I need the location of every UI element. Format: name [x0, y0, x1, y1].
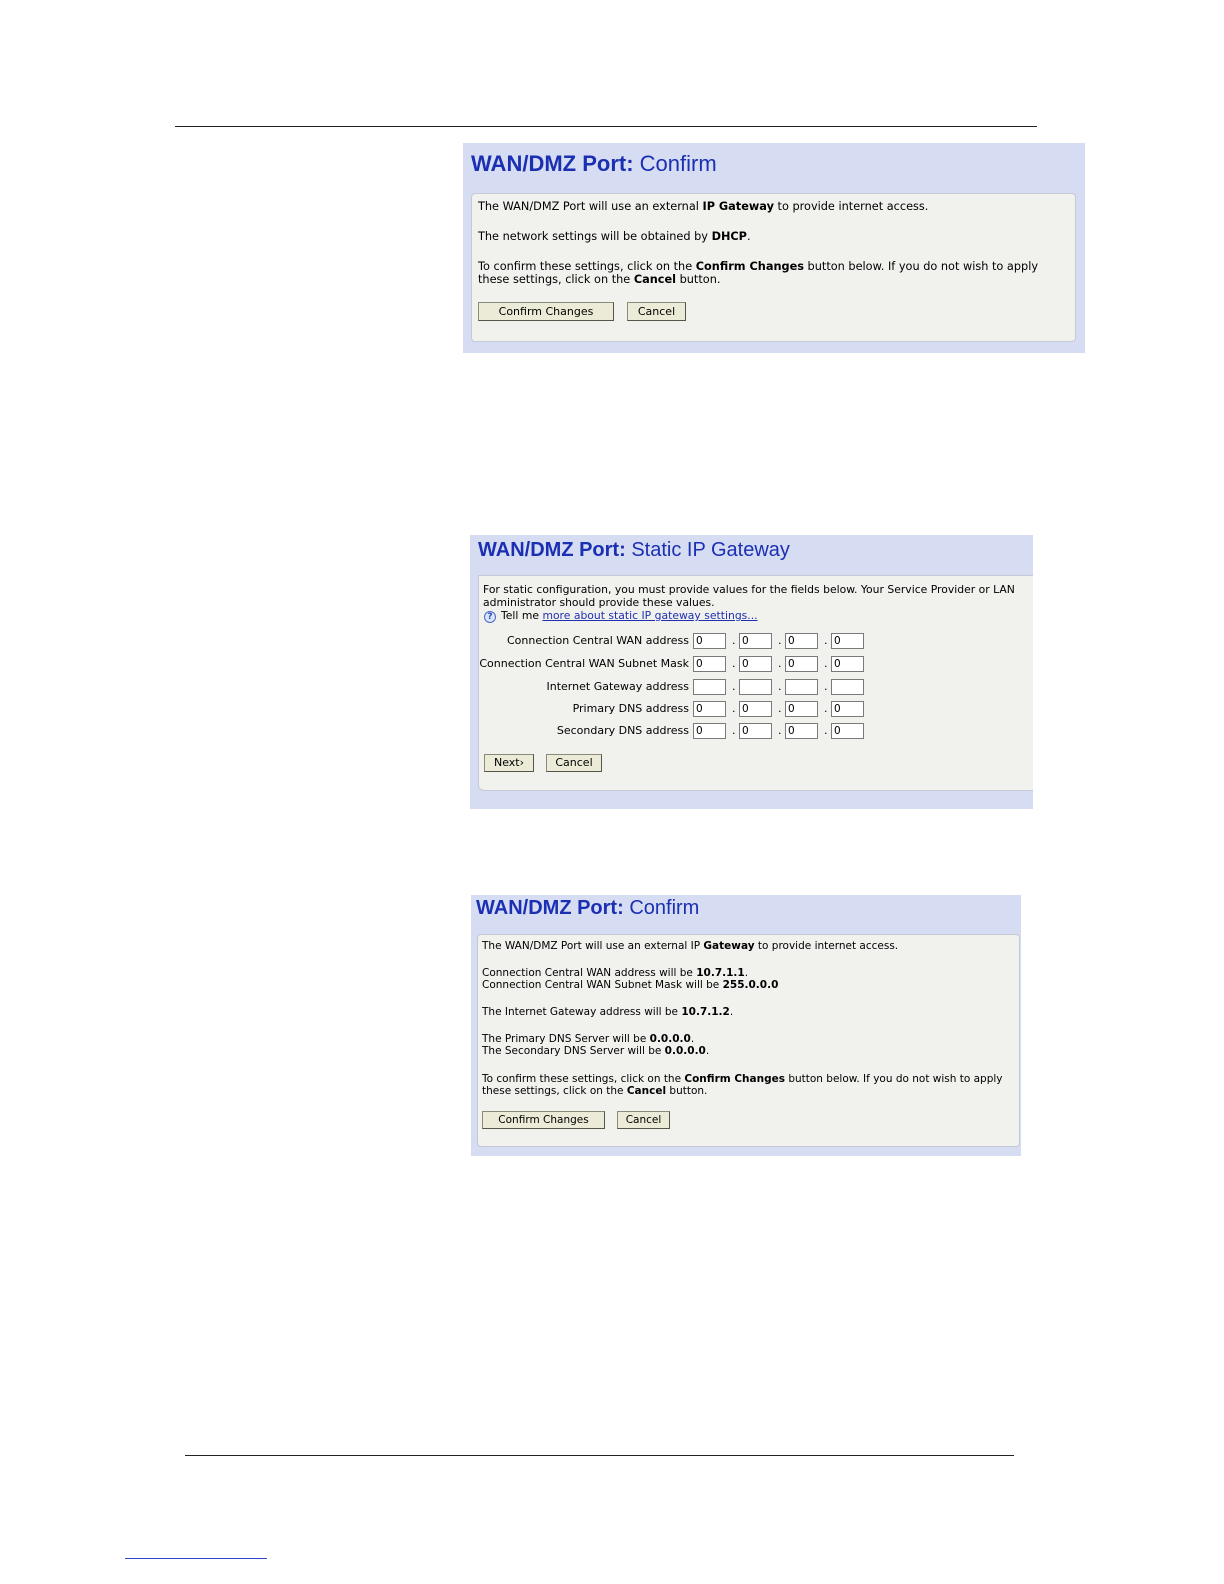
primary-dns-summary: The Primary DNS Server will be 0.0.0.0. — [482, 1033, 695, 1045]
octet-input[interactable]: 0 — [693, 723, 726, 739]
octet-input[interactable]: 0 — [785, 701, 818, 717]
octet-input[interactable]: 0 — [831, 701, 864, 717]
panel-title: WAN/DMZ Port: Confirm — [471, 151, 717, 176]
help-line: Tell me more about static IP gateway settings... — [501, 609, 758, 622]
octet-input[interactable]: 0 — [785, 633, 818, 649]
octet-input[interactable]: 0 — [693, 701, 726, 717]
intro-text-line2: administrator should provide these values. — [483, 596, 715, 609]
confirm-instructions: To confirm these settings, click on the Confirm Changes button below. If you do not wish to apply — [482, 1073, 1003, 1085]
confirm-changes-button[interactable]: Confirm Changes — [482, 1111, 605, 1129]
cancel-button[interactable]: Cancel — [546, 754, 602, 772]
octet-input[interactable] — [693, 679, 726, 695]
field-label: Internet Gateway address — [546, 680, 689, 693]
header-rule — [175, 126, 1037, 127]
octet-input[interactable]: 0 — [785, 723, 818, 739]
octet-separator: . — [778, 702, 782, 715]
octet-separator: . — [824, 702, 828, 715]
octet-input[interactable]: 0 — [693, 656, 726, 672]
secondary-dns-summary: The Secondary DNS Server will be 0.0.0.0. — [482, 1045, 710, 1057]
cancel-instructions: these settings, click on the Cancel button. — [478, 273, 721, 286]
cancel-instructions: these settings, click on the Cancel button. — [482, 1085, 708, 1097]
octet-separator: . — [732, 680, 736, 693]
confirm-dhcp-body — [471, 193, 1076, 342]
subnet-mask-row — [479, 655, 879, 673]
octet-separator: . — [732, 702, 736, 715]
octet-input[interactable]: 0 — [739, 633, 772, 649]
octet-separator: . — [778, 724, 782, 737]
secondary-dns-row — [479, 722, 879, 740]
wan-address-row — [479, 632, 879, 650]
cancel-button[interactable]: Cancel — [627, 302, 686, 321]
octet-input[interactable]: 0 — [831, 723, 864, 739]
octet-separator: . — [778, 634, 782, 647]
octet-separator: . — [732, 634, 736, 647]
field-label: Connection Central WAN address — [506, 634, 689, 647]
gateway-info-text: The WAN/DMZ Port will use an external IP Gateway to provide internet access. — [482, 940, 899, 952]
octet-input[interactable] — [785, 679, 818, 695]
octet-separator: . — [824, 657, 828, 670]
octet-separator: . — [824, 634, 828, 647]
octet-input[interactable]: 0 — [831, 656, 864, 672]
confirm-static-panel — [471, 895, 1021, 1156]
static-ip-form — [478, 575, 1033, 791]
confirm-changes-button[interactable]: Confirm Changes — [478, 302, 614, 321]
octet-input[interactable]: 0 — [785, 656, 818, 672]
cancel-button[interactable]: Cancel — [617, 1111, 670, 1129]
confirm-instructions: To confirm these settings, click on the Confirm Changes button below. If you do not wish to apply — [478, 260, 1039, 273]
octet-separator: . — [732, 657, 736, 670]
intro-text-line1: For static configuration, you must provide values for the fields below. Your Service Provider or LAN — [483, 583, 1015, 596]
subnet-mask-summary: Connection Central WAN Subnet Mask will be 255.0.0.0 — [482, 979, 779, 991]
confirm-static-body — [477, 934, 1020, 1147]
footer-rule — [185, 1455, 1014, 1456]
panel-title: WAN/DMZ Port: Static IP Gateway — [478, 539, 790, 561]
gateway-address-row — [479, 678, 879, 696]
octet-input[interactable]: 0 — [831, 633, 864, 649]
octet-separator: . — [824, 680, 828, 693]
static-ip-gateway-panel — [470, 535, 1033, 809]
octet-separator: . — [778, 680, 782, 693]
octet-input[interactable]: 0 — [693, 633, 726, 649]
wan-address-summary: Connection Central WAN address will be 10.7.1.1. — [482, 967, 749, 979]
octet-input[interactable]: 0 — [739, 723, 772, 739]
octet-input[interactable]: 0 — [739, 656, 772, 672]
octet-separator: . — [824, 724, 828, 737]
octet-input[interactable] — [739, 679, 772, 695]
primary-dns-row — [479, 700, 879, 718]
footer-link-underline — [125, 1558, 267, 1559]
next-button[interactable]: Next› — [484, 754, 534, 772]
static-ip-help-link[interactable]: more about static IP gateway settings... — [542, 609, 758, 622]
gateway-address-summary: The Internet Gateway address will be 10.7.1.2. — [482, 1006, 734, 1018]
octet-separator: . — [778, 657, 782, 670]
field-label: Secondary DNS address — [556, 724, 689, 737]
field-label: Primary DNS address — [572, 702, 689, 715]
octet-input[interactable]: 0 — [739, 701, 772, 717]
field-label: Connection Central WAN Subnet Mask — [479, 657, 689, 670]
dhcp-info-text: The network settings will be obtained by DHCP. — [478, 230, 751, 243]
help-icon: ? — [484, 611, 496, 623]
panel-title: WAN/DMZ Port: Confirm — [476, 897, 700, 919]
confirm-dhcp-panel — [463, 143, 1085, 353]
gateway-info-text: The WAN/DMZ Port will use an external IP Gateway to provide internet access. — [478, 200, 929, 213]
octet-separator: . — [732, 724, 736, 737]
octet-input[interactable] — [831, 679, 864, 695]
